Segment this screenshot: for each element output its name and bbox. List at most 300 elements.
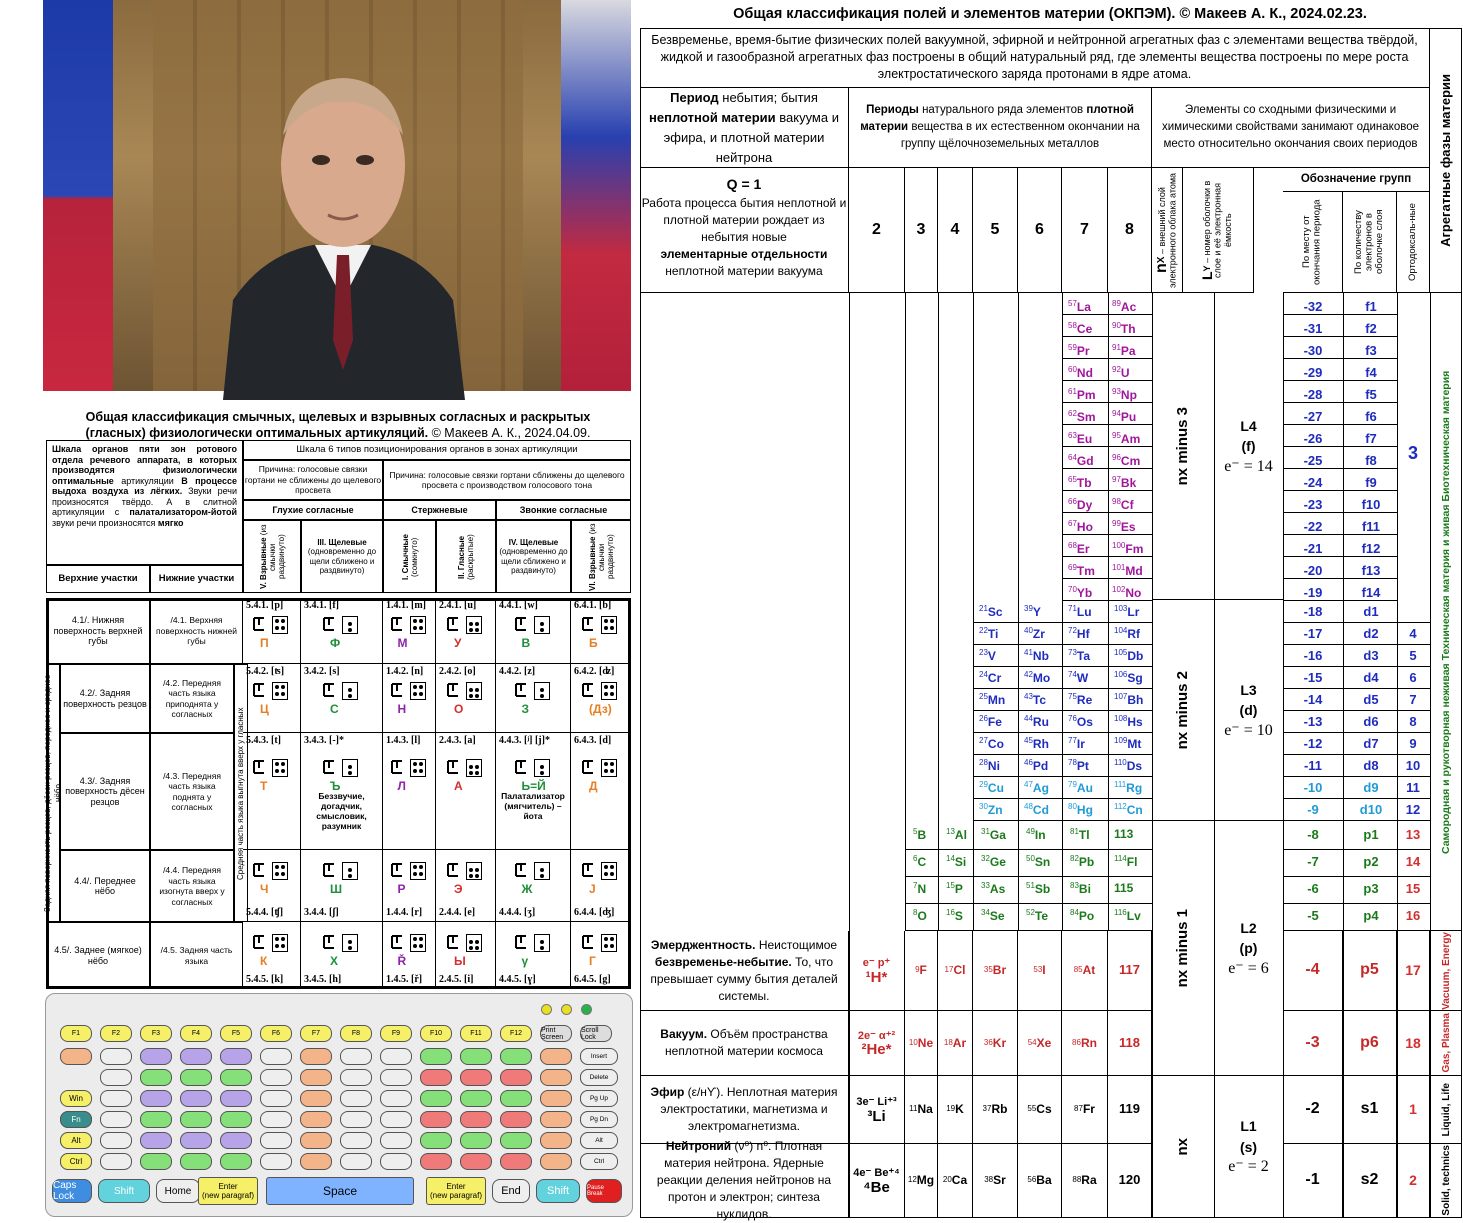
element-cell <box>1024 626 1045 641</box>
atomic-number: 57 <box>1068 299 1077 308</box>
dot <box>475 628 479 632</box>
key[interactable] <box>260 1132 292 1149</box>
row-divider <box>1283 776 1430 777</box>
atomic-number: 66 <box>1068 497 1077 506</box>
dot <box>348 688 352 692</box>
key[interactable] <box>300 1153 332 1170</box>
key-label: Alt <box>71 1136 81 1145</box>
row-divider <box>1062 578 1152 579</box>
right-key-Insert[interactable] <box>580 1048 618 1065</box>
function-key-F8[interactable] <box>340 1025 372 1042</box>
right-key-Alt[interactable] <box>580 1132 618 1149</box>
group-symbol: d3 <box>1363 648 1379 663</box>
rich-text-part: вакуума и эфира, и плотной материи нейтрона <box>663 109 839 165</box>
element-cell <box>913 908 927 923</box>
function-key-F2[interactable] <box>100 1025 132 1042</box>
right-key-Ctrl[interactable] <box>580 1153 618 1170</box>
type-header-5 <box>496 520 571 593</box>
key[interactable] <box>220 1048 252 1065</box>
key[interactable] <box>380 1132 412 1149</box>
atomic-number: 12 <box>907 1175 917 1185</box>
key[interactable] <box>460 1111 492 1128</box>
dot <box>540 874 544 878</box>
atomic-number: 90 <box>1112 321 1121 330</box>
letter-label: А <box>454 779 463 793</box>
shell-sub: (s) <box>1239 1138 1258 1155</box>
articulation-glyph-icon <box>322 616 336 632</box>
rich-text-part: Шкала органов пяти зон ротового отдела речевого аппарата, в которых производятся физиологически оптимальные <box>52 444 237 486</box>
function-key-F1[interactable] <box>60 1025 92 1042</box>
group-value: -14 <box>1303 692 1323 707</box>
group-symbol: f4 <box>1365 365 1377 380</box>
key[interactable] <box>540 1090 572 1107</box>
phoneme-cell <box>301 733 383 850</box>
left-key-Fn[interactable] <box>60 1111 92 1128</box>
group-symbol: p4 <box>1363 908 1379 923</box>
phase-side-text: Gas, Plasma <box>1440 1013 1452 1073</box>
key[interactable] <box>180 1153 212 1170</box>
element-symbol: Os <box>1076 715 1093 729</box>
key[interactable] <box>340 1069 372 1086</box>
atomic-number: 46 <box>1024 758 1033 767</box>
mouth-dots-icon <box>534 934 550 952</box>
atomic-number: 72 <box>1068 626 1077 635</box>
dot <box>419 762 423 766</box>
indicator-led-icon <box>561 1004 572 1015</box>
dot <box>281 762 285 766</box>
key[interactable] <box>460 1153 492 1170</box>
nx-sub: X <box>1155 256 1167 264</box>
phoneme-cell <box>383 598 436 664</box>
type-title: III. Щелевые <box>317 537 367 547</box>
phase-side <box>1430 1076 1462 1144</box>
key[interactable] <box>420 1153 452 1170</box>
element-symbol: Pr <box>1076 344 1090 358</box>
element-cell <box>1068 604 1092 619</box>
side-back-label <box>42 664 62 922</box>
element-cell <box>1112 519 1136 534</box>
left-key-Alt[interactable] <box>60 1132 92 1149</box>
key[interactable] <box>140 1132 172 1149</box>
phase-description <box>640 1011 849 1076</box>
dot <box>413 626 417 630</box>
function-key-F6[interactable] <box>260 1025 292 1042</box>
key[interactable] <box>260 1153 292 1170</box>
ortho-value: 6 <box>1409 670 1417 685</box>
key[interactable] <box>300 1090 332 1107</box>
group-value: -26 <box>1303 431 1323 446</box>
key[interactable] <box>300 1132 332 1149</box>
key[interactable] <box>500 1090 532 1107</box>
function-key-F9[interactable] <box>380 1025 412 1042</box>
element-cell <box>979 648 996 663</box>
phoneme-cell <box>243 664 301 733</box>
phase-normal: Неистощимое <box>758 937 838 952</box>
key[interactable] <box>460 1132 492 1149</box>
atomic-number: 21 <box>979 604 988 613</box>
element-cell <box>1070 854 1094 869</box>
key[interactable] <box>140 1069 172 1086</box>
phoneme-cell <box>436 664 496 733</box>
key[interactable] <box>380 1048 412 1065</box>
phase-side-text: Liquid, Life <box>1440 1082 1452 1137</box>
key[interactable] <box>180 1069 212 1086</box>
element-cell <box>1112 563 1143 578</box>
function-key-F5[interactable] <box>220 1025 252 1042</box>
function-key-F11[interactable] <box>460 1025 492 1042</box>
element-symbol: Cm <box>1120 454 1141 468</box>
period2-bottom: ²He* <box>861 1041 892 1058</box>
element-symbol: Hg <box>1076 803 1093 817</box>
key[interactable] <box>540 1111 572 1128</box>
function-key-F7[interactable] <box>300 1025 332 1042</box>
key[interactable] <box>140 1048 172 1065</box>
column-divider <box>1430 293 1431 1218</box>
atomic-number: 25 <box>979 692 988 701</box>
articulation-glyph-icon <box>252 616 266 632</box>
element-symbol: Ho <box>1076 520 1093 534</box>
key[interactable] <box>260 1048 292 1065</box>
atomic-number: 69 <box>1068 563 1077 572</box>
key[interactable] <box>540 1069 572 1086</box>
articulation-glyph-icon <box>252 682 266 698</box>
shell-sub: (f) <box>1241 438 1256 455</box>
group-subheader-text: По количеству электронов в оболочке слоя <box>1352 209 1385 275</box>
dot <box>604 865 608 869</box>
dot <box>469 694 473 698</box>
element-symbol: Pb <box>1078 855 1095 869</box>
key[interactable] <box>420 1132 452 1149</box>
key[interactable] <box>100 1153 132 1170</box>
key[interactable] <box>100 1132 132 1149</box>
right-key-Pg Up[interactable] <box>580 1090 618 1107</box>
end-key[interactable] <box>492 1179 530 1203</box>
key[interactable] <box>100 1048 132 1065</box>
element-symbol: Pu <box>1120 410 1137 424</box>
function-key-F4[interactable] <box>180 1025 212 1042</box>
type-header-6 <box>571 520 631 593</box>
dot <box>604 937 608 941</box>
element-symbol: Mt <box>1127 737 1142 751</box>
key-label: F8 <box>351 1030 361 1037</box>
atomic-number: 92 <box>1112 365 1121 374</box>
articulation-glyph-icon <box>322 759 336 775</box>
key[interactable] <box>500 1153 532 1170</box>
element-cell <box>905 1076 938 1144</box>
right-key-Delete[interactable] <box>580 1069 618 1086</box>
row-divider <box>1283 534 1397 535</box>
group-symbol: d1 <box>1363 604 1379 619</box>
element-symbol: Ds <box>1126 759 1143 773</box>
nx-header <box>1152 168 1183 293</box>
group-value: -17 <box>1303 626 1323 641</box>
row-divider <box>1283 490 1397 491</box>
nx-label-text: nx minus 2 <box>1173 671 1191 750</box>
enter-right-key[interactable] <box>426 1177 486 1205</box>
key[interactable] <box>300 1069 332 1086</box>
atomic-number: 55 <box>1027 1104 1037 1114</box>
dot <box>275 626 279 630</box>
atomic-number: 94 <box>1112 409 1121 418</box>
element-symbol: Zn <box>987 803 1003 817</box>
element-cell <box>981 827 1006 842</box>
key[interactable] <box>380 1090 412 1107</box>
atomic-number: 42 <box>1024 670 1033 679</box>
letter-label: Б <box>589 636 598 650</box>
group-value: -10 <box>1303 780 1323 795</box>
element-symbol: Sg <box>1127 671 1143 685</box>
key[interactable] <box>300 1048 332 1065</box>
key[interactable] <box>180 1048 212 1065</box>
phase-description <box>640 1076 849 1144</box>
dot <box>604 872 608 876</box>
key[interactable] <box>220 1153 252 1170</box>
key[interactable] <box>340 1153 372 1170</box>
key[interactable] <box>380 1153 412 1170</box>
key[interactable] <box>220 1132 252 1149</box>
column-divider <box>1018 293 1019 931</box>
period2-cell <box>849 1076 905 1144</box>
dot <box>281 769 285 773</box>
atomic-number: 101 <box>1112 563 1126 572</box>
element-cell <box>1062 1076 1108 1144</box>
element-symbol: Ni <box>987 759 1000 773</box>
key[interactable] <box>260 1090 292 1107</box>
letter-label: М <box>397 636 408 650</box>
element-cell <box>1068 670 1088 685</box>
key[interactable] <box>380 1069 412 1086</box>
element-symbol: Mn <box>987 693 1006 707</box>
key[interactable] <box>340 1111 372 1128</box>
key[interactable] <box>420 1111 452 1128</box>
element-cell <box>1114 827 1133 841</box>
element-symbol: Bi <box>1078 882 1091 896</box>
key-label: Home <box>164 1185 192 1197</box>
space-key[interactable] <box>266 1177 414 1205</box>
dot <box>604 762 608 766</box>
phoneme-code: 6.4.1. [b] <box>574 600 612 611</box>
group-symbol: p5 <box>1343 931 1397 1011</box>
element-symbol: Bh <box>1127 693 1144 707</box>
dot <box>604 626 608 630</box>
key[interactable] <box>540 1048 572 1065</box>
function-key-Scroll Lock[interactable] <box>580 1025 612 1042</box>
function-key-F10[interactable] <box>420 1025 452 1042</box>
group-symbol: f13 <box>1361 563 1381 578</box>
key[interactable] <box>540 1153 572 1170</box>
dot <box>413 769 417 773</box>
function-key-Print Screen[interactable] <box>540 1025 572 1042</box>
caps-lock-key[interactable] <box>52 1179 92 1203</box>
key[interactable] <box>340 1132 372 1149</box>
right-key-Pg Dn[interactable] <box>580 1111 618 1128</box>
key[interactable] <box>460 1090 492 1107</box>
dot <box>281 685 285 689</box>
key[interactable] <box>420 1090 452 1107</box>
element-symbol: Po <box>1078 909 1095 923</box>
row-upper-1: 4.1/. Нижняя поверхность верхней губы <box>46 598 150 664</box>
element-symbol: Db <box>1127 649 1144 663</box>
row-divider <box>1283 798 1430 799</box>
element-symbol: V <box>987 649 996 663</box>
rich-text-part: плотной материи <box>860 104 1134 133</box>
dot <box>475 946 479 950</box>
key[interactable] <box>500 1069 532 1086</box>
type-header-2 <box>301 520 383 593</box>
atomic-number: 93 <box>1112 387 1121 396</box>
dot <box>469 765 473 769</box>
key-label: Pg Dn <box>589 1116 609 1123</box>
key[interactable] <box>180 1111 212 1128</box>
key[interactable] <box>140 1153 172 1170</box>
person-silhouette <box>203 40 483 400</box>
key[interactable] <box>260 1069 292 1086</box>
function-key-F12[interactable] <box>500 1025 532 1042</box>
row-divider <box>905 876 1152 877</box>
row-divider <box>1062 424 1152 425</box>
group-voiced: Звонкие согласные <box>496 500 631 520</box>
shift-right-key[interactable] <box>536 1179 580 1203</box>
dot <box>413 692 417 696</box>
period2-cell <box>849 931 905 1011</box>
atomic-number: 78 <box>1068 758 1077 767</box>
key[interactable] <box>100 1111 132 1128</box>
element-cell <box>1068 758 1089 773</box>
key-label: Enter <box>218 1182 238 1191</box>
element-cell <box>938 1011 973 1076</box>
dot <box>540 946 544 950</box>
atomic-number: 73 <box>1068 648 1077 657</box>
key-label: F9 <box>391 1030 401 1037</box>
home-key[interactable] <box>156 1179 200 1203</box>
dot <box>610 762 614 766</box>
mouth-dots-icon <box>466 862 482 880</box>
type-sub: (из смычки раздвинуто) <box>587 522 615 579</box>
row-upper-3: 4.3/. Задняя поверхность дёсен резцов <box>60 733 150 850</box>
dot <box>281 626 285 630</box>
period2-top: 2e⁻ α⁺² <box>857 1029 896 1042</box>
key[interactable] <box>380 1111 412 1128</box>
key[interactable] <box>500 1048 532 1065</box>
key[interactable] <box>140 1090 172 1107</box>
key[interactable] <box>60 1048 92 1065</box>
key[interactable] <box>460 1048 492 1065</box>
key[interactable] <box>180 1132 212 1149</box>
element-cell <box>1068 563 1095 578</box>
element-symbol: Ru <box>1032 715 1049 729</box>
articulation-glyph-icon <box>446 862 460 878</box>
key-label: F5 <box>231 1030 241 1037</box>
group-subheader-text: Ортодоксаль-ные <box>1406 203 1418 281</box>
key[interactable] <box>140 1111 172 1128</box>
row-upper-4: 4.4/. Переднее нёбо <box>60 850 150 922</box>
key[interactable] <box>500 1111 532 1128</box>
letter-label: Ч <box>260 882 269 896</box>
shift-left-key[interactable] <box>98 1179 150 1203</box>
phoneme-cell <box>496 733 571 850</box>
left-key-Ctrl[interactable] <box>60 1153 92 1170</box>
key[interactable] <box>500 1132 532 1149</box>
element-cell <box>1112 387 1137 402</box>
phoneme-code: 5.4.5. [k] <box>246 974 284 985</box>
function-key-F3[interactable] <box>140 1025 172 1042</box>
row-divider <box>1283 644 1430 645</box>
element-cell <box>1070 908 1094 923</box>
key[interactable] <box>540 1132 572 1149</box>
group-symbol: f2 <box>1365 321 1377 336</box>
key[interactable] <box>220 1090 252 1107</box>
key[interactable] <box>420 1048 452 1065</box>
element-cell <box>979 670 1001 685</box>
element-symbol: S <box>954 909 963 923</box>
key[interactable] <box>260 1111 292 1128</box>
atomic-number: 65 <box>1068 475 1077 484</box>
element-symbol: Cf <box>1120 498 1134 512</box>
element-cell <box>1114 908 1141 923</box>
atomic-number: 67 <box>1068 519 1077 528</box>
phase-description <box>640 1139 849 1221</box>
element-cell <box>979 802 1003 817</box>
phase-description <box>640 931 849 1011</box>
atomic-number: 64 <box>1068 453 1077 462</box>
key[interactable] <box>220 1111 252 1128</box>
key[interactable] <box>340 1048 372 1065</box>
key[interactable] <box>300 1111 332 1128</box>
type-title: II. Гласные <box>457 534 466 579</box>
key[interactable] <box>340 1090 372 1107</box>
element-symbol: Gd <box>1076 454 1094 468</box>
atomic-number: 29 <box>979 780 988 789</box>
atomic-number: 111 <box>1114 780 1127 789</box>
atomic-number: 24 <box>979 670 988 679</box>
atomic-number: 31 <box>981 827 990 836</box>
element-cell <box>1112 431 1140 446</box>
key[interactable] <box>460 1069 492 1086</box>
rich-text-part: звуки речи произносятся <box>52 517 156 528</box>
ortho-value: 11 <box>1406 780 1420 795</box>
dot <box>475 765 479 769</box>
atomic-number: 13 <box>946 827 955 836</box>
rich-text-part: артикуляции <box>121 475 174 486</box>
mouth-dots-icon <box>601 862 617 880</box>
atomic-number: 105 <box>1114 648 1128 657</box>
left-key-Win[interactable] <box>60 1090 92 1107</box>
group-symbol: s1 <box>1343 1076 1397 1144</box>
type-sub: (одновременно до щели сближено и раздвинуто) <box>499 547 568 575</box>
key[interactable] <box>180 1090 212 1107</box>
element-cell <box>1024 714 1049 729</box>
key[interactable] <box>220 1069 252 1086</box>
phoneme-code: 3.4.1. [f] <box>304 600 339 611</box>
pause-break-key[interactable] <box>586 1179 622 1203</box>
key[interactable] <box>100 1090 132 1107</box>
nx-label-text: nx <box>1173 1138 1191 1156</box>
row-divider <box>905 903 1152 904</box>
element-symbol: Rg <box>1126 781 1143 795</box>
dot <box>419 692 423 696</box>
element-cell <box>1018 1144 1062 1218</box>
element-cell <box>1068 541 1090 556</box>
element-cell <box>1068 497 1092 512</box>
key[interactable] <box>420 1069 452 1086</box>
phonetics-title-line2 <box>46 425 630 441</box>
group-value: -29 <box>1303 365 1323 380</box>
key[interactable] <box>100 1069 132 1086</box>
enter-left-key[interactable] <box>198 1177 258 1205</box>
dot <box>469 771 473 775</box>
element-symbol: Tc <box>1032 693 1047 707</box>
period2-top: 3e⁻ Li⁺³ <box>856 1096 897 1108</box>
